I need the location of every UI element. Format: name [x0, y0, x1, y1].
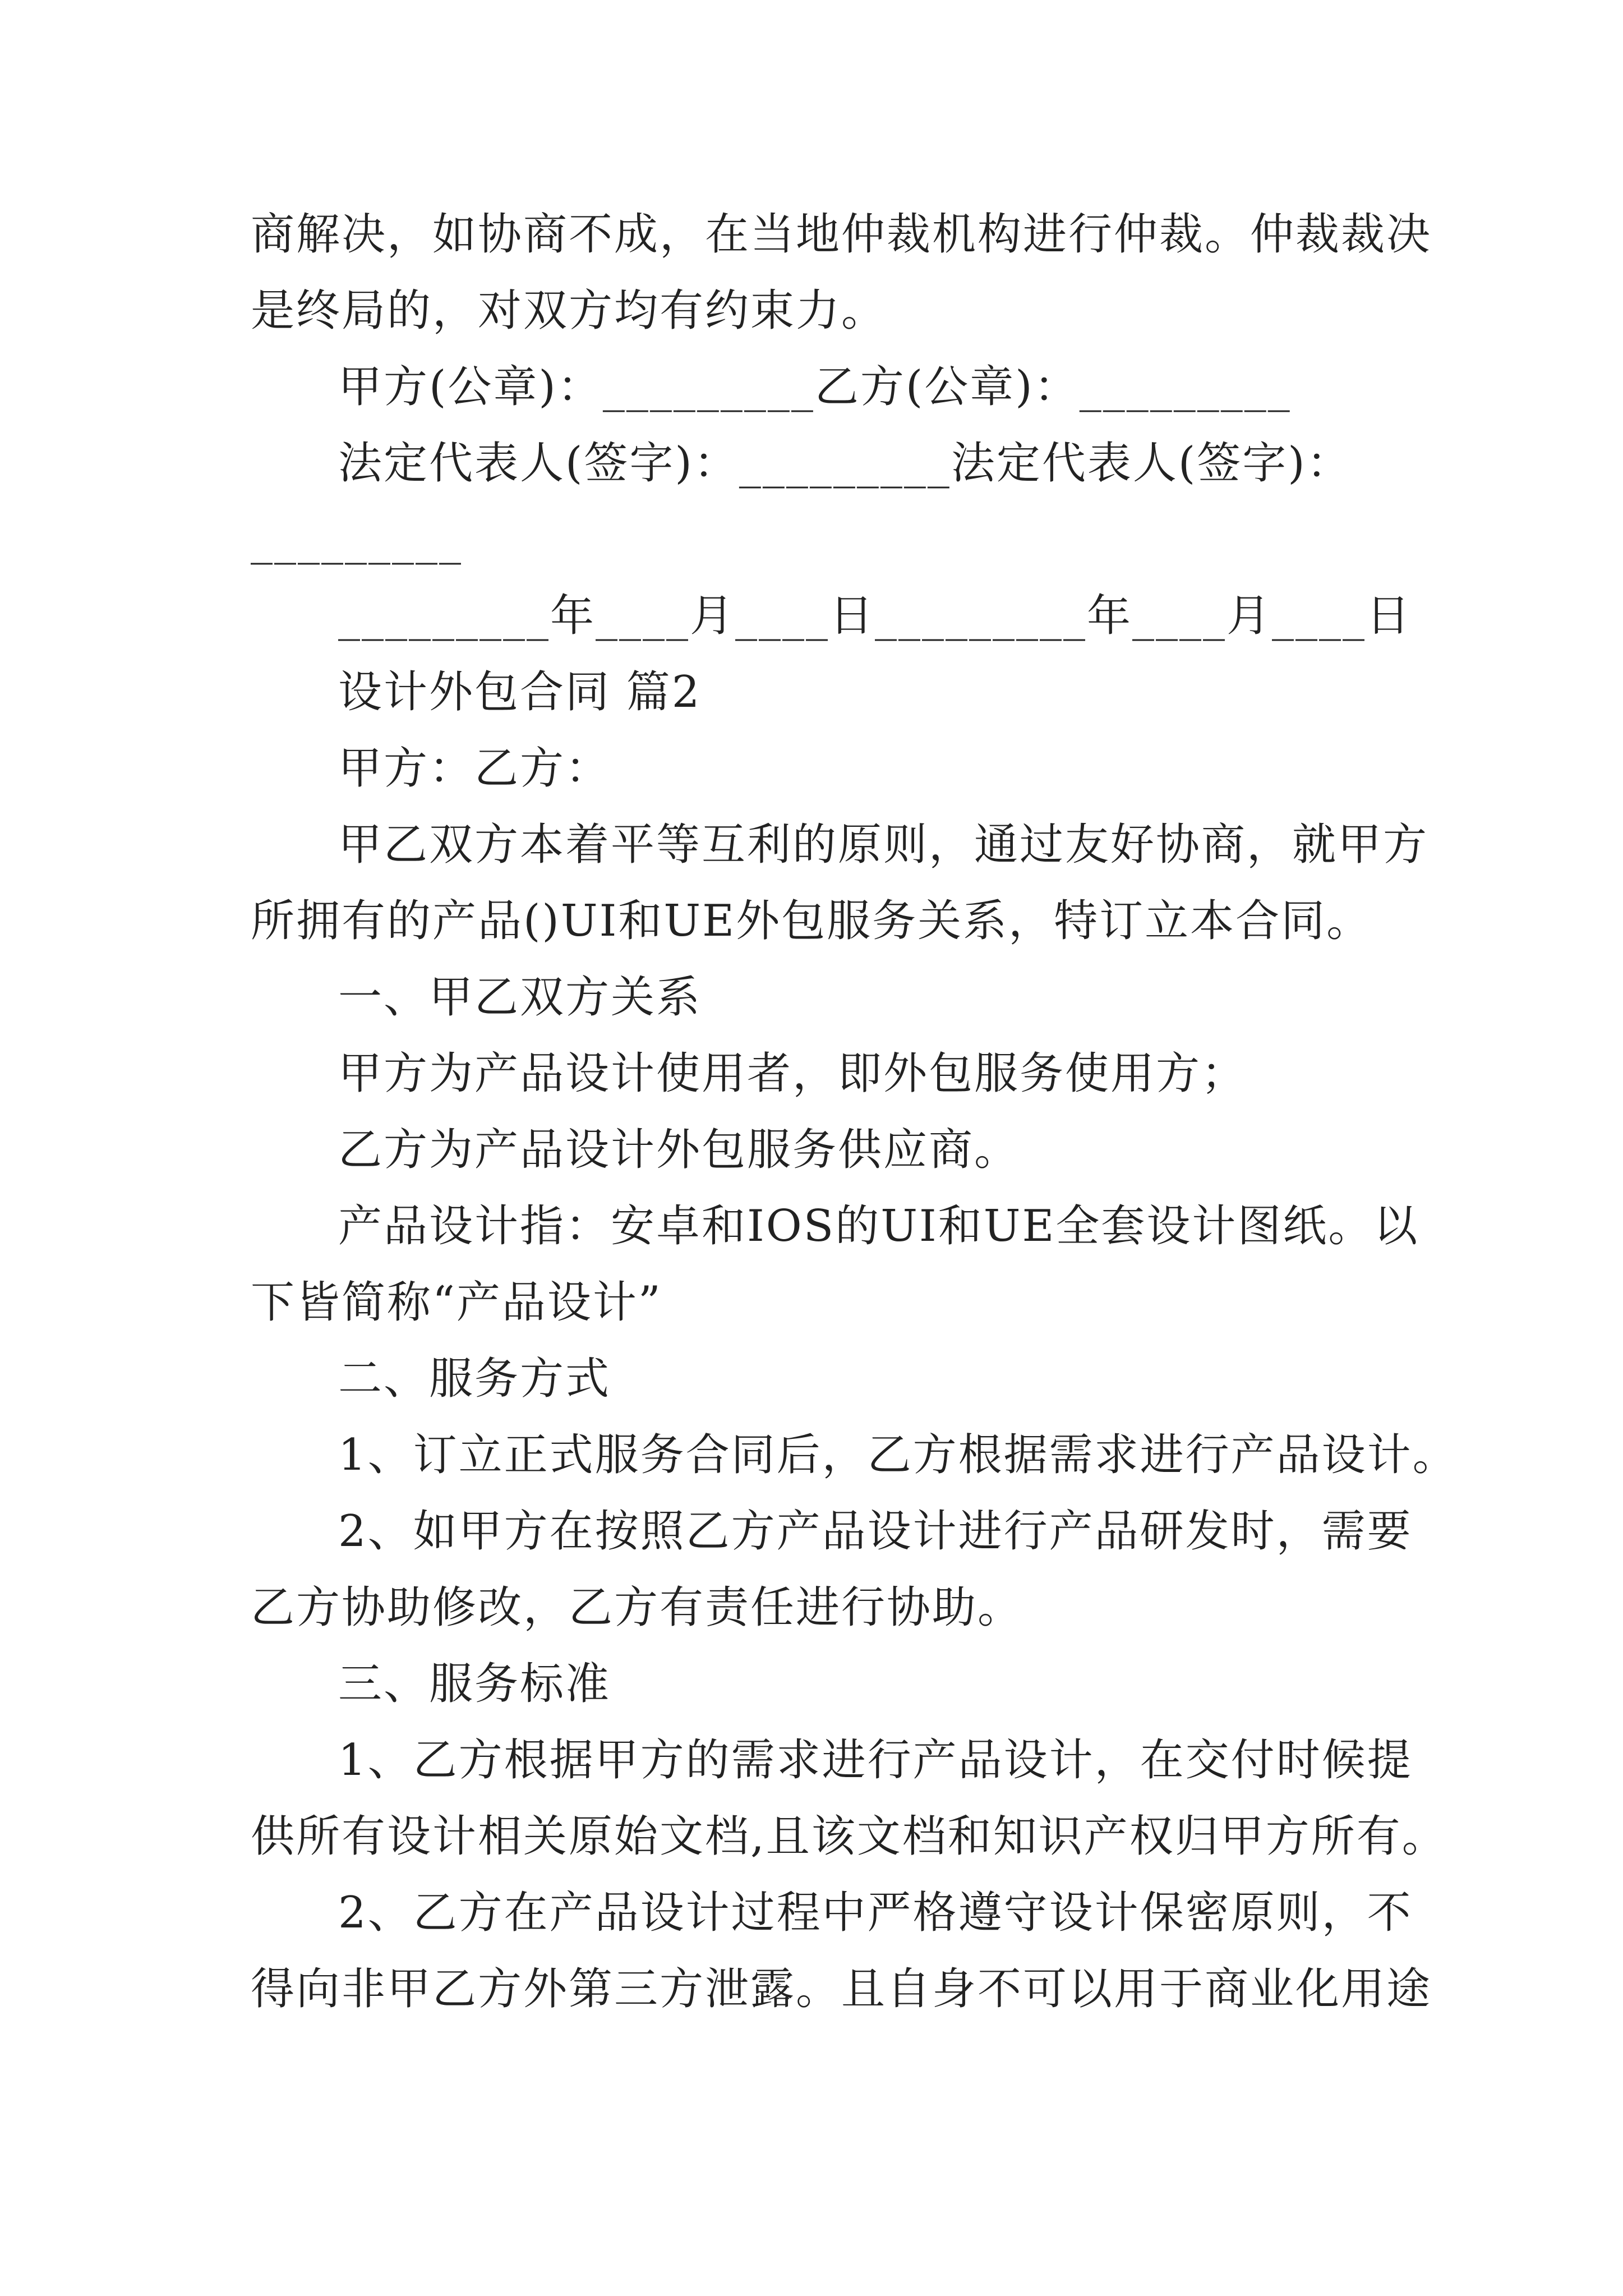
- date-line: _________年____月____日_________年____月____日: [338, 591, 1412, 641]
- text-line: 下皆简称“产品设计”: [251, 1277, 662, 1328]
- text-line: 1、乙方根据甲方的需求进行产品设计，在交付时候提: [338, 1735, 1413, 1786]
- signature-line-seal: 甲方(公章)：_________乙方(公章)：_________: [338, 362, 1292, 412]
- signature-blank: _________: [251, 514, 463, 565]
- text-line: 甲方为产品设计使用者，即外包服务使用方；: [338, 1048, 1247, 1099]
- text-line: 乙方协助修改，乙方有责任进行协助。: [251, 1582, 1023, 1633]
- text-line: 乙方为产品设计外包服务供应商。: [338, 1125, 1020, 1175]
- parties-line: 甲方：乙方：: [338, 743, 611, 794]
- document-body: [251, 196, 1458, 2027]
- clause-heading: 二、服务方式: [338, 1354, 611, 1404]
- clause-heading: 一、甲乙双方关系: [338, 972, 702, 1023]
- text-line: 得向非甲乙方外第三方泄露。且自身不可以用于商业化用途: [251, 1964, 1432, 2014]
- section-title: 设计外包合同 篇2: [338, 667, 702, 717]
- text-line: 供所有设计相关原始文档,且该文档和知识产权归甲方所有。: [251, 1811, 1447, 1862]
- text-line: 是终局的，对双方均有约束力。: [251, 286, 887, 336]
- text-line: 1、订立正式服务合同后，乙方根据需求进行产品设计。: [338, 1430, 1458, 1480]
- text-line: 2、乙方在产品设计过程中严格遵守设计保密原则，不: [338, 1888, 1413, 1938]
- clause-heading: 三、服务标准: [338, 1659, 611, 1709]
- text-line: 甲乙双方本着平等互利的原则，通过友好协商，就甲方: [338, 820, 1429, 870]
- text-line: 产品设计指：安卓和IOS的UI和UE全套设计图纸。以: [338, 1201, 1419, 1251]
- text-line: 商解决，如协商不成，在当地仲裁机构进行仲裁。仲裁裁决: [251, 209, 1432, 260]
- signature-line-representative: 法定代表人(签字)：_________法定代表人(签字)：: [338, 438, 1352, 489]
- text-line: 所拥有的产品()UI和UE外包服务关系，特订立本合同。: [251, 896, 1372, 946]
- text-line: 2、如甲方在按照乙方产品设计进行产品研发时，需要: [338, 1506, 1413, 1557]
